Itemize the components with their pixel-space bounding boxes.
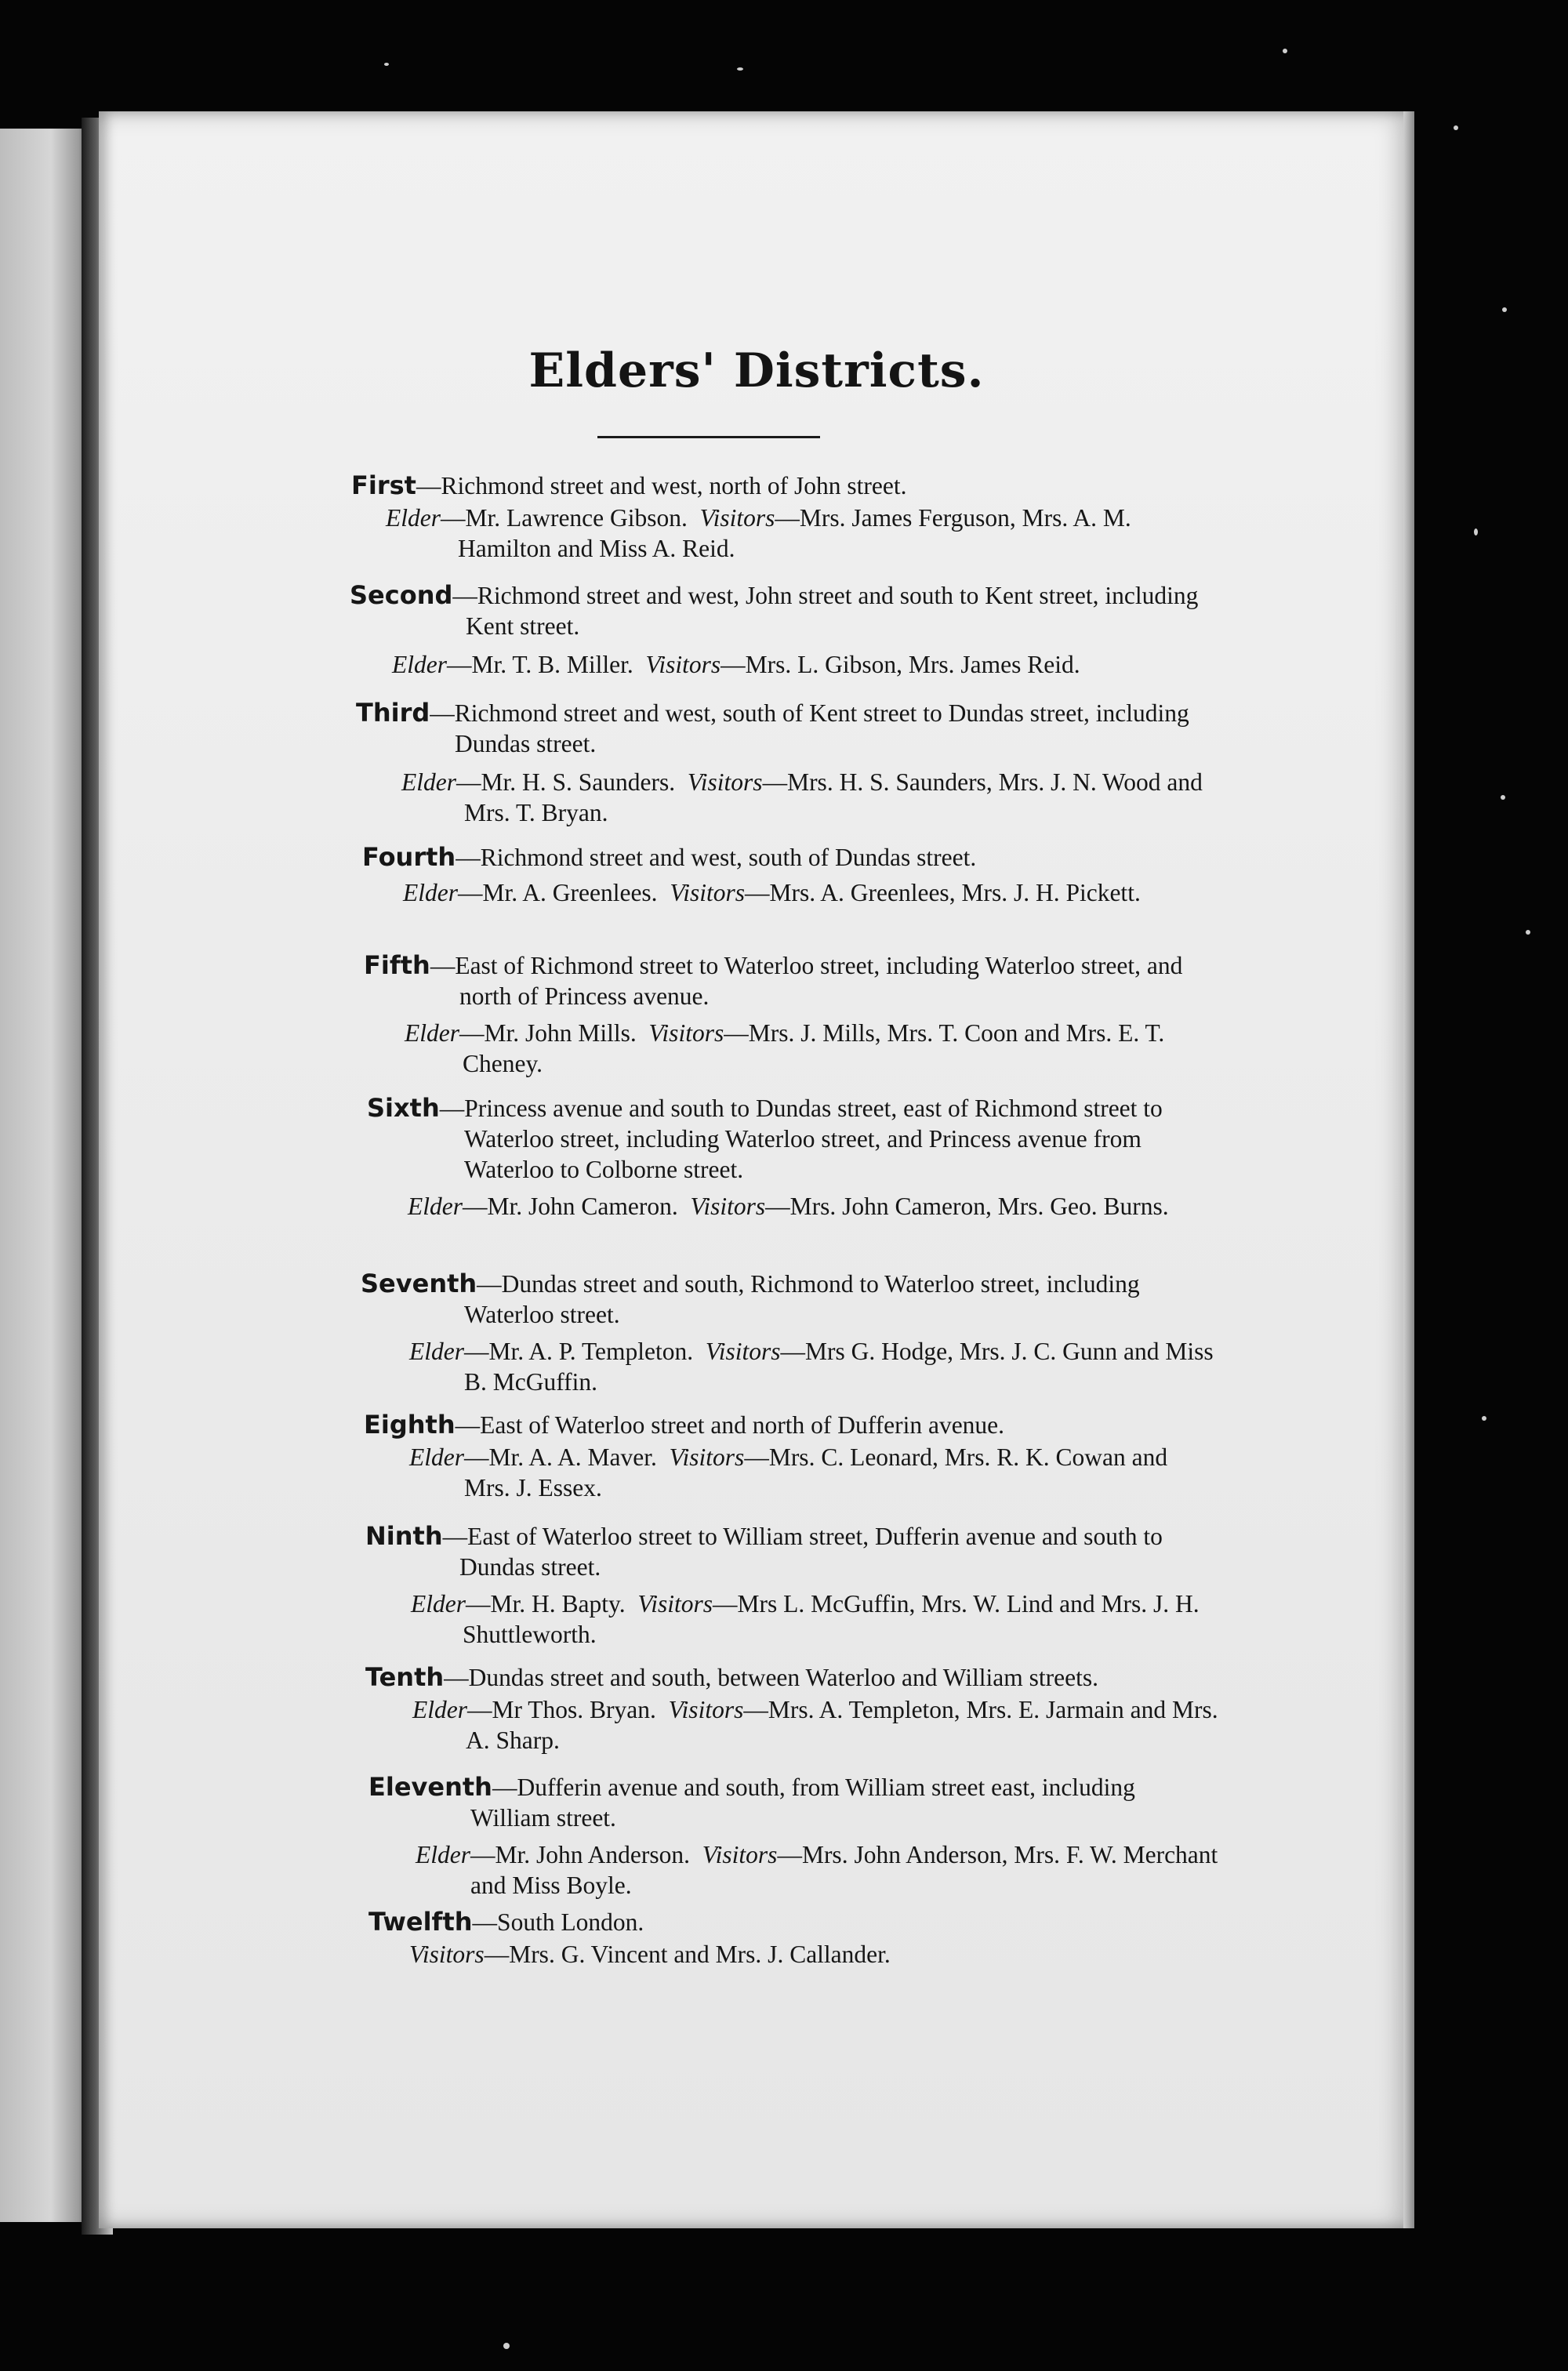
elder-name: —Mr. John Anderson.: [470, 1841, 690, 1868]
district-line: [99, 470, 1414, 501]
district-ninth: [99, 1521, 1414, 1650]
elder-name: —Mr. T. B. Miller.: [446, 651, 633, 678]
visitors-label: Visitors: [637, 1590, 713, 1618]
elder-label: Elder: [408, 1193, 463, 1220]
district-eleventh: [99, 1772, 1414, 1901]
district-name: Fourth: [362, 842, 456, 872]
district-staff-line: [99, 649, 1414, 680]
district-name: Ninth: [365, 1521, 443, 1551]
district-name: Eighth: [364, 1410, 456, 1440]
district-line: [99, 1521, 1414, 1582]
elder-name: —Mr. A. P. Templeton.: [463, 1338, 694, 1365]
district-name: First: [351, 470, 416, 500]
district-line: [99, 842, 1414, 873]
district-name: Tenth: [365, 1662, 445, 1692]
visitors-label: Visitors: [699, 504, 775, 532]
visitors-label: Visitors: [705, 1338, 781, 1365]
district-fourth: [99, 842, 1414, 908]
district-line: [99, 1410, 1414, 1440]
district-name: Eleventh: [368, 1772, 492, 1802]
visitors-label: Visitors: [670, 879, 745, 906]
visitors-names: —Mrs. A. Templeton, Mrs. E. Jarmain and Mrs. A. Sharp.: [466, 1696, 1218, 1754]
district-name: Seventh: [361, 1269, 477, 1298]
elder-name: —Mr. A. A. Maver.: [463, 1443, 657, 1471]
elder-name: —Mr. H. Bapty.: [465, 1590, 626, 1618]
district-third: [99, 698, 1414, 828]
visitors-label: Visitors: [669, 1443, 745, 1471]
elder-label: Elder: [416, 1841, 470, 1868]
district-name: Second: [350, 580, 453, 610]
district-tenth: [99, 1662, 1414, 1756]
elder-label: Elder: [409, 1443, 464, 1471]
elder-name: —Mr. John Mills.: [459, 1019, 637, 1047]
elder-label: Elder: [403, 879, 458, 906]
district-description: —Richmond street and west, north of John street.: [416, 472, 907, 499]
district-line: [99, 698, 1414, 759]
district-description: —Richmond street and west, south of Dundas street.: [456, 844, 977, 871]
district-staff-line: [99, 767, 1414, 828]
visitors-names: —Mrs. C. Leonard, Mrs. R. K. Cowan and Mrs. J. Essex.: [464, 1443, 1168, 1501]
elder-name: —Mr Thos. Bryan.: [466, 1696, 656, 1723]
visitors-names: —Mrs G. Hodge, Mrs. J. C. Gunn and Miss B. McGuffin.: [464, 1338, 1214, 1396]
district-staff-line: [99, 1336, 1414, 1397]
district-sixth: [99, 1093, 1414, 1222]
district-description: —East of Waterloo street to William street, Dufferin avenue and south to Dundas street.: [442, 1523, 1163, 1581]
elder-name: —Mr. John Cameron.: [462, 1193, 678, 1220]
visitors-names: —Mrs. John Cameron, Mrs. Geo. Burns.: [765, 1193, 1169, 1220]
district-description: —Princess avenue and south to Dundas street, east of Richmond street to Waterloo street, including Waterloo street, and Princess avenue from Waterloo to Colborne street.: [439, 1095, 1163, 1183]
visitors-label: Visitors: [648, 1019, 724, 1047]
district-line: [99, 580, 1414, 641]
visitors-names: —Mrs. J. Mills, Mrs. T. Coon and Mrs. E. T. Cheney.: [463, 1019, 1165, 1077]
district-line: [99, 1907, 1414, 1937]
document-page: [99, 111, 1414, 2228]
elder-label: Elder: [405, 1019, 459, 1047]
elder-label: Elder: [401, 768, 456, 796]
district-description: —Dundas street and south, between Waterloo and William streets.: [444, 1664, 1098, 1691]
district-staff-line: [99, 877, 1414, 908]
visitors-label: Visitors: [645, 651, 721, 678]
page-title: Elders' Districts.: [528, 343, 985, 398]
district-second: [99, 580, 1414, 680]
elder-label: Elder: [386, 504, 441, 532]
district-eighth: [99, 1410, 1414, 1503]
visitors-label: Visitors: [687, 768, 763, 796]
district-staff-line: [99, 1694, 1414, 1756]
district-description: —East of Richmond street to Waterloo street, including Waterloo street, and north of Princess avenue.: [430, 952, 1183, 1010]
district-line: [99, 950, 1414, 1011]
elder-name: —Mr. H. S. Saunders.: [456, 768, 676, 796]
title-rule: [597, 436, 820, 438]
district-staff-line: [99, 1442, 1414, 1503]
elder-name: —Mr. Lawrence Gibson.: [440, 504, 688, 532]
district-line: [99, 1772, 1414, 1833]
visitors-label: Visitors: [690, 1193, 766, 1220]
district-description: —Dufferin avenue and south, from William street east, including William street.: [470, 1774, 1135, 1832]
district-seventh: [99, 1269, 1414, 1397]
district-description: —Richmond street and west, John street and south to Kent street, including Kent street.: [452, 582, 1199, 640]
visitors-names: —Mrs. L. Gibson, Mrs. James Reid.: [720, 651, 1080, 678]
district-description: —Richmond street and west, south of Kent street to Dundas street, including Dundas street.: [430, 699, 1189, 757]
visitors-names: —Mrs L. McGuffin, Mrs. W. Lind and Mrs. J. H. Shuttleworth.: [463, 1590, 1200, 1648]
district-name: Fifth: [364, 950, 430, 980]
district-description: —South London.: [472, 1908, 644, 1936]
district-staff-line: [99, 1839, 1414, 1901]
district-name: Twelfth: [368, 1907, 473, 1937]
visitors-label: Visitors: [702, 1841, 778, 1868]
visitors-label: Visitors: [668, 1696, 744, 1723]
visitors-names: —Mrs. James Ferguson, Mrs. A. M. Hamilton and Miss A. Reid.: [458, 504, 1131, 562]
district-name: Sixth: [367, 1093, 440, 1123]
district-twelfth: [99, 1907, 1414, 1970]
district-line: [99, 1269, 1414, 1330]
district-staff-line: [99, 1191, 1414, 1222]
district-description: —Dundas street and south, Richmond to Waterloo street, including Waterloo street.: [464, 1270, 1140, 1328]
visitors-names: —Mrs. G. Vincent and Mrs. J. Callander.: [484, 1941, 891, 1968]
district-description: —East of Waterloo street and north of Dufferin avenue.: [455, 1411, 1005, 1439]
district-fifth: [99, 950, 1414, 1079]
elder-label: Elder: [412, 1696, 467, 1723]
district-staff-line: [99, 503, 1414, 564]
visitors-names: —Mrs. John Anderson, Mrs. F. W. Merchant and Miss Boyle.: [470, 1841, 1218, 1899]
district-first: [99, 470, 1414, 564]
elder-label: Elder: [411, 1590, 466, 1618]
district-staff-line: [99, 1018, 1414, 1079]
district-line: [99, 1093, 1414, 1185]
visitors-label: Visitors: [409, 1941, 485, 1968]
elder-label: Elder: [392, 651, 447, 678]
district-line: [99, 1662, 1414, 1693]
elder-name: —Mr. A. Greenlees.: [457, 879, 658, 906]
district-staff-line: [99, 1589, 1414, 1650]
visitors-names: —Mrs. A. Greenlees, Mrs. J. H. Pickett.: [745, 879, 1141, 906]
visitors-names: —Mrs. H. S. Saunders, Mrs. J. N. Wood and Mrs. T. Bryan.: [464, 768, 1203, 826]
district-staff-line: [99, 1939, 1414, 1970]
elder-label: Elder: [409, 1338, 464, 1365]
facing-page-edge: [0, 129, 93, 2222]
district-name: Third: [356, 698, 430, 728]
